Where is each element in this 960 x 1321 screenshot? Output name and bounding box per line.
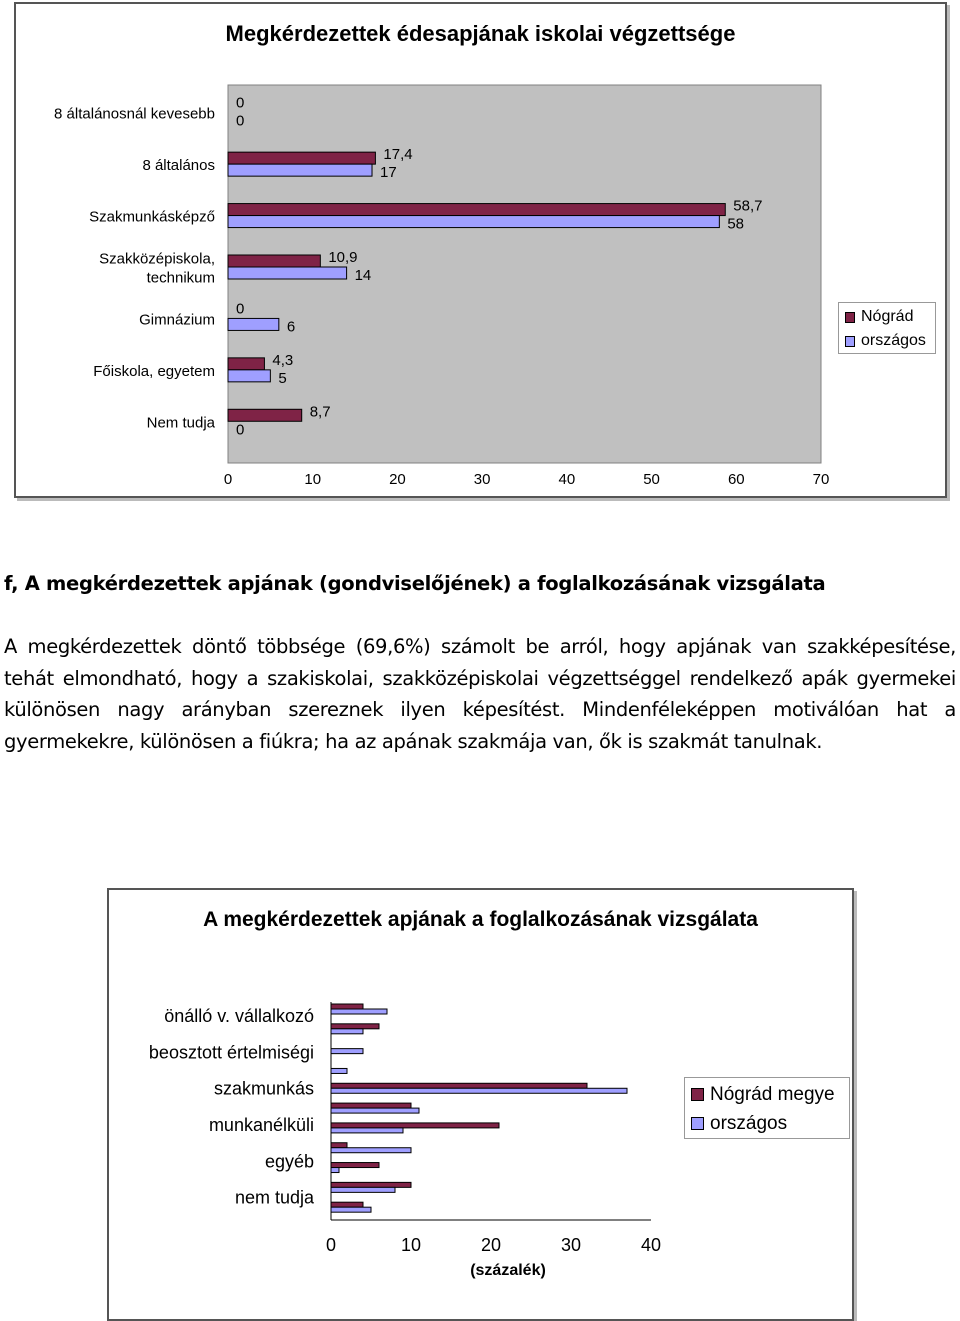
category-label: nem tudja <box>234 1187 314 1208</box>
bar-nograd <box>228 204 725 216</box>
legend-label-orszagos-2: országos <box>710 1112 788 1134</box>
bar-orszagos <box>228 164 372 176</box>
data-label-nograd: 8,7 <box>309 403 331 421</box>
bar-nograd-megye <box>331 1202 363 1207</box>
education-chart-plot <box>16 4 945 496</box>
bar-nograd <box>228 409 302 421</box>
bar-orszagos <box>331 1029 363 1034</box>
category-label: Gimnázium <box>139 311 215 329</box>
x-tick-label: 70 <box>812 471 830 488</box>
bar-orszagos <box>331 1187 395 1192</box>
x-tick-label: 0 <box>223 471 233 488</box>
data-label-orszagos: 0 <box>236 112 245 130</box>
legend-swatch-nograd-megye <box>691 1088 704 1101</box>
legend-label-nograd: Nógrád <box>861 308 914 325</box>
bar-nograd-megye <box>331 1103 411 1108</box>
category-label: Szakközépiskola, <box>99 250 215 268</box>
bar-nograd-megye <box>331 1163 379 1168</box>
category-label: 8 általános <box>142 157 215 175</box>
category-label: Szakmunkásképző <box>89 208 215 226</box>
legend-swatch-orszagos <box>845 336 855 347</box>
occupation-chart <box>107 888 854 1321</box>
bar-nograd-megye <box>331 1083 587 1088</box>
data-label-nograd: 58,7 <box>733 197 763 215</box>
bar-nograd-megye <box>331 1004 363 1009</box>
body-paragraph: A megkérdezettek döntő többsége (69,6%) számolt be arról, hogy apjának van szakképesítése, tehát elmondható, hogy a szakiskolai, szakközépiskolai végzettséggel rendelkező apák gyermekei különösen nagy arányban szereznek ilyen képesítést. Mindenféleképpen motiválóan hat a gyermekekre, különösen a fiúkra; ha az apának szakmája van, ők is szakmát tanulnak. <box>4 635 956 753</box>
data-label-orszagos: 17 <box>380 164 397 182</box>
category-label: technikum <box>146 269 215 287</box>
data-label-nograd: 17,4 <box>383 146 413 164</box>
data-label-nograd: 0 <box>236 300 245 318</box>
x-tick-label: 30 <box>473 471 491 488</box>
bar-orszagos <box>331 1068 347 1073</box>
bar-orszagos <box>228 318 279 330</box>
legend-label-nograd-megye: Nógrád megye <box>710 1083 835 1105</box>
category-label: önálló v. vállalkozó <box>164 1006 314 1026</box>
education-chart <box>14 2 947 498</box>
bar-nograd <box>228 152 375 164</box>
bar-orszagos <box>331 1009 387 1014</box>
bar-orszagos <box>331 1088 627 1093</box>
x-tick-label: 50 <box>643 471 660 488</box>
data-label-nograd: 10,9 <box>328 249 358 266</box>
category-label: beosztott értelmiségi <box>148 1042 314 1063</box>
bar-orszagos <box>331 1207 371 1212</box>
category-label: munkanélküli <box>208 1115 314 1135</box>
category-label: 8 általánosnál kevesebb <box>54 105 215 123</box>
data-label-orszagos: 0 <box>236 421 245 439</box>
x-tick-label: 10 <box>304 471 322 488</box>
bar-nograd-megye <box>331 1123 499 1128</box>
category-label: Főiskola, egyetem <box>93 362 215 380</box>
data-label-orszagos: 5 <box>278 369 287 387</box>
bar-orszagos <box>228 370 270 382</box>
x-tick-label: 40 <box>558 471 576 488</box>
category-label: Nem tudja <box>146 414 215 432</box>
x-tick-label: 10 <box>400 1235 422 1255</box>
bar-orszagos <box>228 216 719 228</box>
data-label-nograd: 4,3 <box>272 351 294 369</box>
data-label-orszagos: 14 <box>354 267 372 284</box>
education-chart-title: Megkérdezettek édesapjának iskolai végzettsége <box>225 21 736 46</box>
bar-orszagos <box>331 1049 363 1054</box>
bar-nograd-megye <box>331 1024 379 1029</box>
x-axis-title: (százalék) <box>470 1262 546 1279</box>
bar-nograd-megye <box>331 1182 411 1187</box>
category-label: egyéb <box>264 1151 314 1172</box>
bar-nograd-megye <box>331 1143 347 1148</box>
bar-orszagos <box>331 1128 403 1133</box>
x-tick-label: 0 <box>325 1235 337 1255</box>
occupation-chart-title: A megkérdezettek apjának a foglalkozásának vizsgálata <box>203 908 758 931</box>
data-label-nograd: 0 <box>236 94 245 112</box>
x-tick-label: 60 <box>727 471 745 488</box>
legend-label-orszagos: országos <box>861 332 926 349</box>
education-chart-legend <box>838 302 936 354</box>
bar-orszagos <box>228 267 347 279</box>
x-tick-label: 30 <box>560 1235 582 1255</box>
section-heading: f, A megkérdezettek apjának (gondviselőjének) a foglalkozásának vizsgálata <box>4 572 826 595</box>
data-label-orszagos: 58 <box>727 215 745 233</box>
legend-swatch-nograd <box>845 312 855 323</box>
category-label: szakmunkás <box>213 1078 314 1099</box>
bar-orszagos <box>331 1108 419 1113</box>
legend-swatch-orszagos-2 <box>691 1117 704 1130</box>
occupation-chart-legend <box>684 1077 850 1139</box>
bar-nograd <box>228 255 320 267</box>
bar-orszagos <box>331 1168 339 1173</box>
bar-nograd <box>228 358 264 370</box>
x-tick-label: 40 <box>640 1235 662 1255</box>
data-label-orszagos: 6 <box>286 318 296 336</box>
x-tick-label: 20 <box>480 1235 502 1255</box>
x-tick-label: 20 <box>389 471 406 488</box>
bar-orszagos <box>331 1148 411 1153</box>
